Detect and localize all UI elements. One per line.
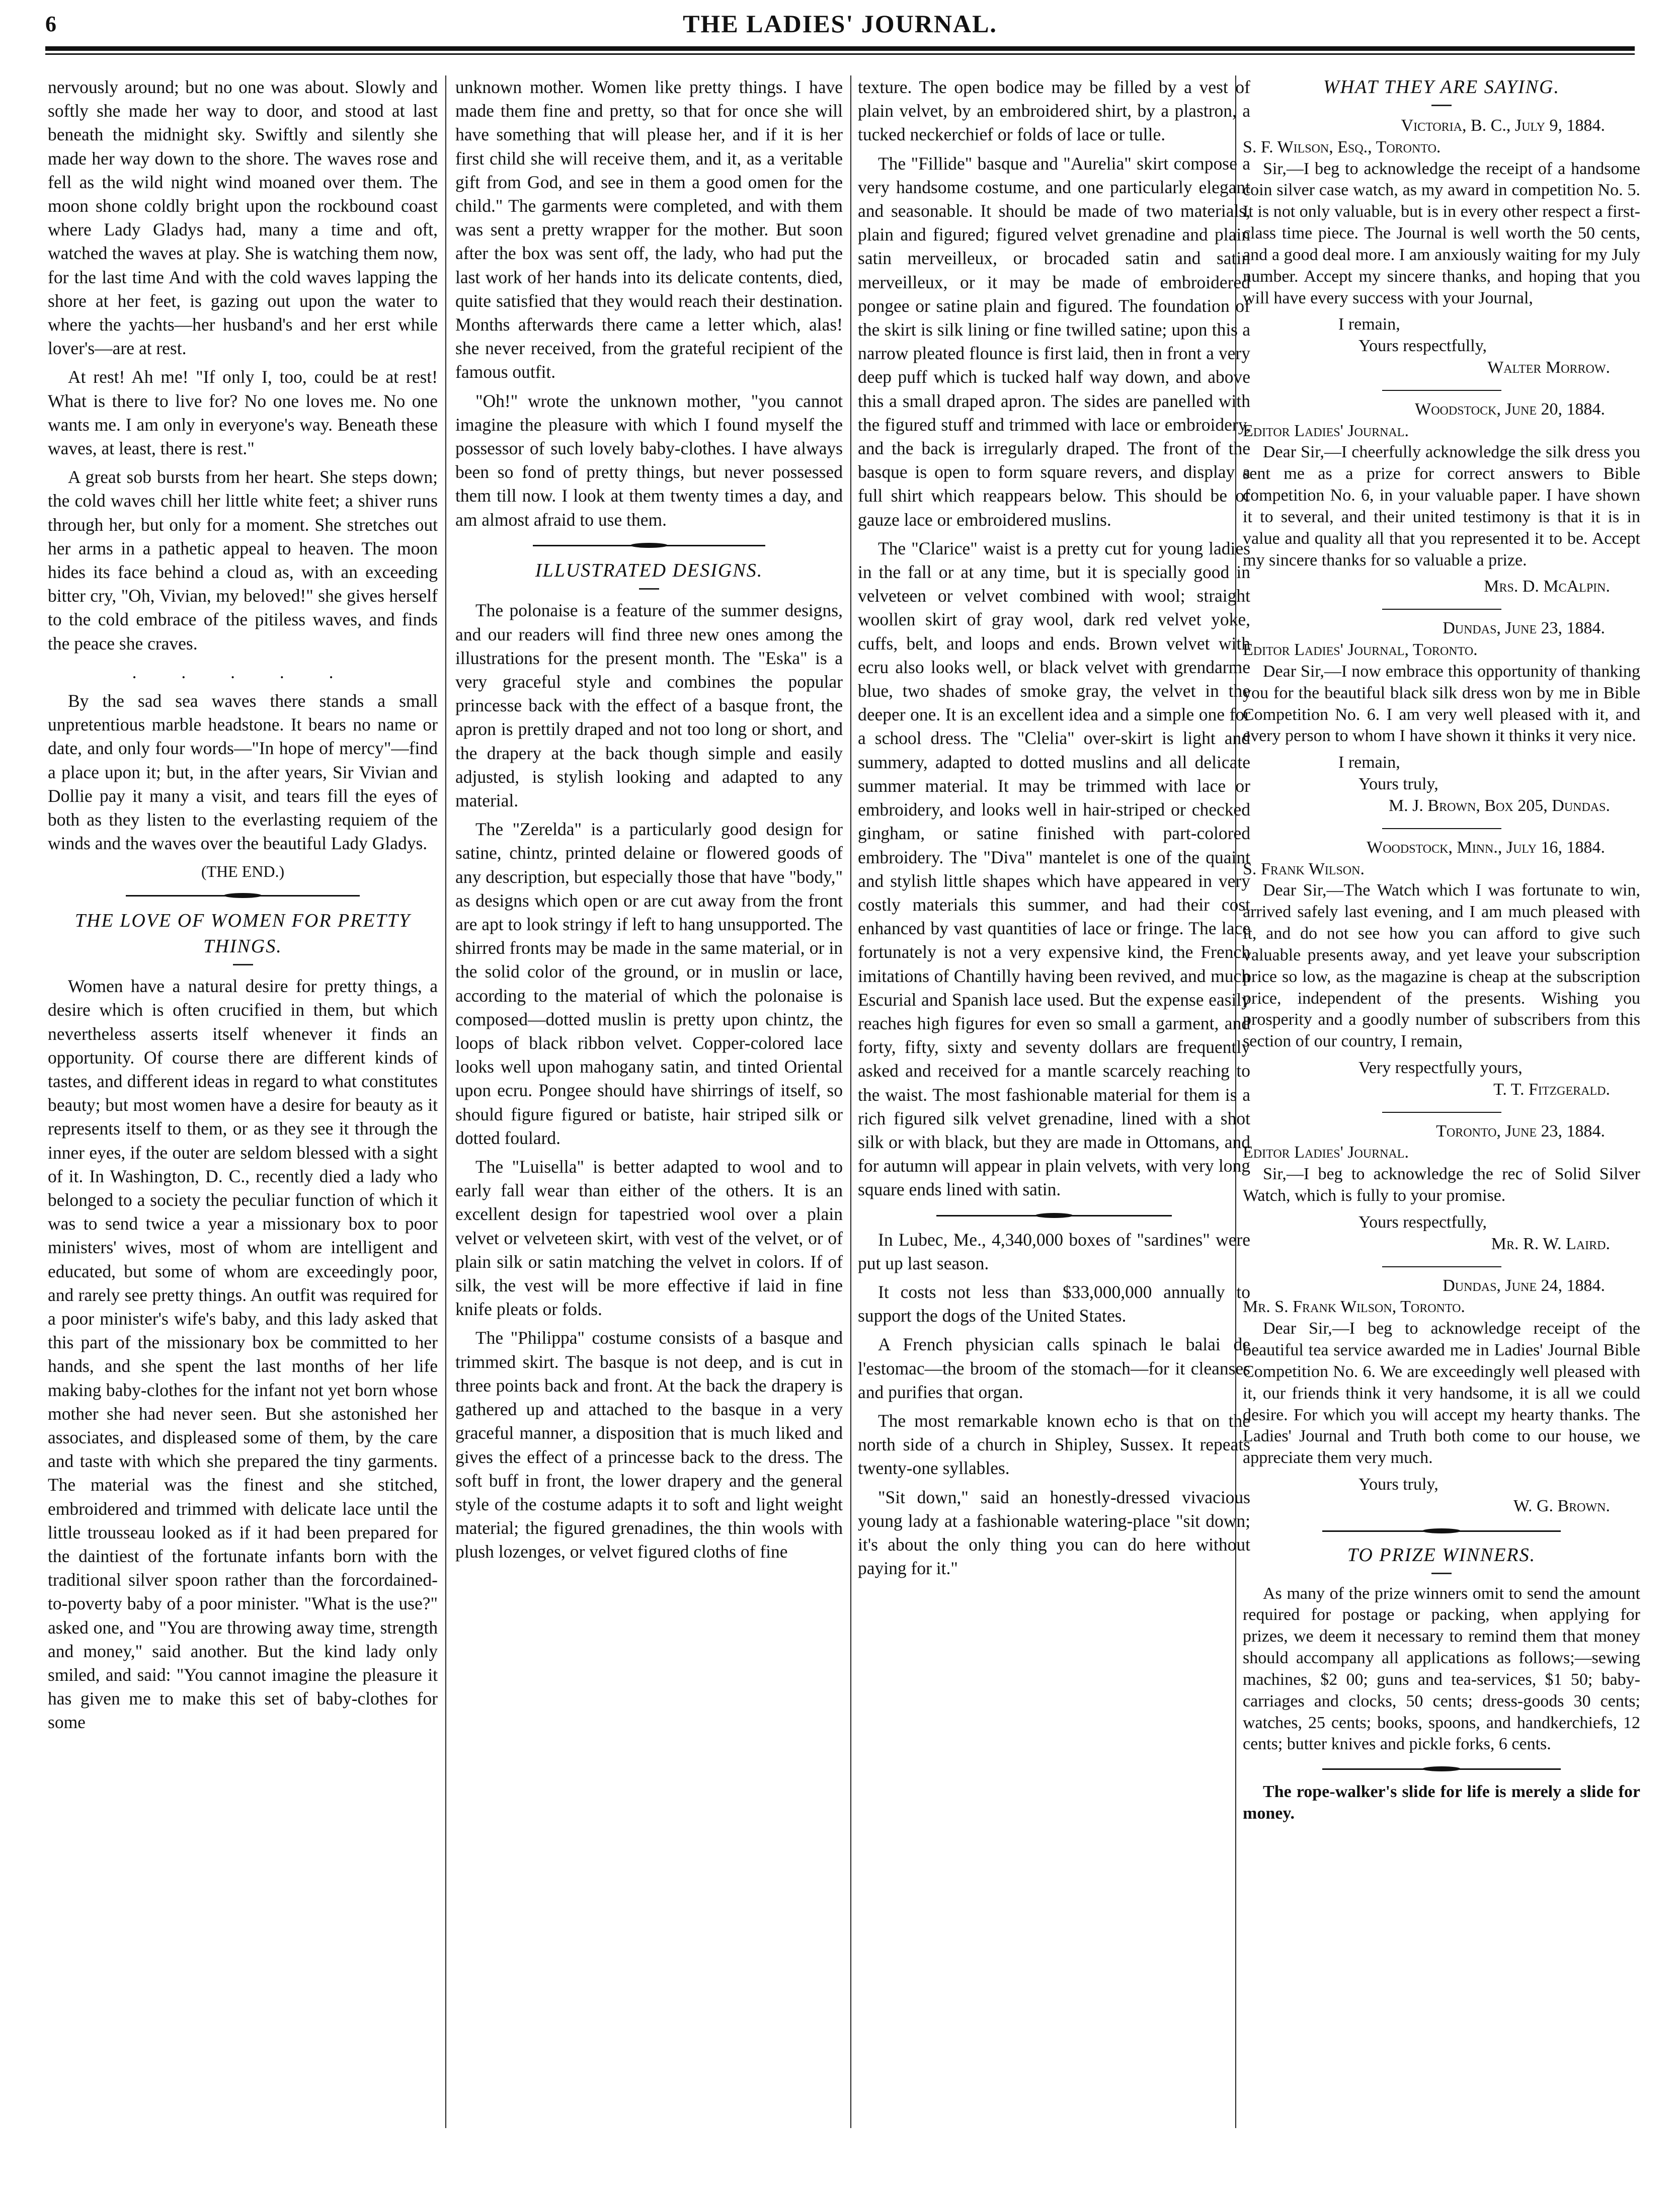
column-1	[48, 75, 438, 2128]
letter-body: Dear Sir,—I beg to acknowledge receipt of the beautiful tea service awarded me in Ladies' Journal Bible Competition No. 6. We are exceedingly well pleased with it, our friends think it very handsome, it is all we could desire. For which you will accept my hearty thanks. The Ladies' Journal and Truth both come to our house, we appreciate them very much.	[1243, 1319, 1640, 1468]
paragraph: At rest! Ah me! "If only I, too, could be at rest! What is there to live for? No one loves me. No one wants me. I am only in everyone's way. Beneath these waves, at least, there is rest."	[48, 367, 438, 459]
letter-body: Sir,—I beg to acknowledge the receipt of a handsome coin silver case watch, as my award in competition No. 5. It is not only valuable, but is in every other respect a first-class time piece. The Journal is well worth the 50 cents, and a good deal more. I am anxiously waiting for my July number. Accept my sincere thanks, and hoping that you will have every success with your Journal,	[1243, 159, 1640, 307]
paragraph: A French physician calls spinach le balai de l'estomac—the broom of the stomach—for it cleanses and purifies that organ.	[858, 1334, 1250, 1402]
letter-date: Woodstock, June 20, 1884.	[1415, 399, 1605, 419]
ornament-divider	[1322, 1528, 1561, 1533]
letter-date: Dundas, June 23, 1884.	[1443, 619, 1605, 638]
paragraph: texture. The open bodice may be filled by a vest of plain velvet, by an embroidered shirt, by a plastron, a tucked neckerchief or folds of lace or tulle.	[858, 77, 1250, 145]
letter	[1243, 837, 1640, 1101]
page-number: 6	[45, 12, 56, 36]
letter-signature: Mrs. D. McAlpin.	[1484, 577, 1610, 596]
ornament-divider	[1322, 1766, 1561, 1771]
journal-title: THE LADIES' JOURNAL.	[683, 10, 997, 38]
article-heading: WHAT THEY ARE SAYING.	[1323, 76, 1560, 98]
paragraph: The rope-walker's slide for life is merely a slide for money.	[1243, 1782, 1640, 1823]
paragraph: As many of the prize winners omit to send the amount required for postage or packing, when applying for prizes, we deem it necessary to remind them that money should accompany all applications as follows;—sewing machines, $2 00; guns and tea-services, $1 50; baby-carriages and clocks, 50 cents; dress-goods 30 cents; watches, 25 cents; books, spoons, and handkerchiefs, 12 cents; butter knives and pickle forks, 6 cents.	[1243, 1584, 1640, 1754]
letter-signature: M. J. Brown, Box 205, Dundas.	[1388, 796, 1610, 815]
letter-closing: Yours respectfully,	[1358, 1212, 1487, 1232]
ornament-divider	[936, 1213, 1172, 1218]
letter-separator	[1382, 390, 1501, 391]
paragraph: It costs not less than $33,000,000 annually to support the dogs of the United States.	[858, 1281, 1250, 1326]
letter-date: Woodstock, Minn., July 16, 1884.	[1367, 838, 1605, 857]
letter-signature: Walter Morrow.	[1487, 358, 1610, 377]
paragraph: nervously around; but no one was about. Slowly and softly she made her way to door, and stood at last beneath the midnight sky. Swiftly and silently she made her way down to the shore. The waves rose and fell as the wild night wind moaned over them. The moon shone coldly bright upon the rockbound coast where Lady Gladys had, many a time and oft, watched the waves at play. She is watching them now, for the last time And with the cold waves lapping the shore at her feet, is gazing out upon the water to where the yachts—her husband's and her erst while lover's—are at rest.	[48, 77, 438, 359]
column-4	[1243, 75, 1640, 2128]
paragraph: In Lubec, Me., 4,340,000 boxes of "sardines" were put up last season.	[858, 1229, 1250, 1273]
letter-signature: T. T. Fitzgerald.	[1493, 1080, 1610, 1099]
paragraph: "Oh!" wrote the unknown mother, "you cannot imagine the pleasure with which I found myself the possessor of such lovely baby-clothes. I have always been so fond of pretty things, but never possessed them till now. I look at them twenty times a day, and am almost afraid to use them.	[455, 390, 843, 530]
page-header	[0, 0, 1680, 60]
paragraph: The "Fillide" basque and "Aurelia" skirt compose a very handsome costume, and one particularly elegant and seasonable. It should be made of two materials, plain and figured; figured velvet grenadine and plain satin merveilleux, or brocaded satin and satin merveilleux, or it may be made of embroidered pongee or satine plain and figured. The foundation of the skirt is silk lining or fine twilled satine; upon this a narrow pleated flounce is first laid, then in front a very deep puff which is tucked half way down, and above this a small draped apron. The sides are panelled with the figured stuff and trimmed with lace or embroidery, and the back is irregularly draped. The front of the basque is open to form square revers, and display a full shirt which reappears below. This should be of gauze lace or embroidered muslins.	[858, 153, 1250, 530]
heading-dash	[233, 964, 253, 965]
letter-closing: Very respectfully yours,	[1358, 1059, 1523, 1077]
column-3	[858, 75, 1250, 2128]
letter-separator	[1382, 1266, 1501, 1267]
letter-closing: I remain,	[1338, 753, 1400, 772]
ornament-divider	[126, 893, 360, 898]
letter-separator	[1382, 828, 1501, 829]
letter-date: Toronto, June 23, 1884.	[1436, 1121, 1605, 1141]
heading-dash	[1431, 105, 1452, 106]
paragraph: The "Philippa" costume consists of a basque and trimmed skirt. The basque is not deep, and is cut in three points back and front. At the back the drapery is gathered up and attached to the basque in a very graceful manner, a disposition that is much liked and gives the effect of a princesse back to the dress. The soft buff in front, the lower drapery and the general style of the costume adapts it to soft and light weight material; the figured grenadines, the thin wools with plush lozenges, or velvet figured cloths of fine	[455, 1328, 843, 1562]
letter-closing: Yours respectfully,	[1358, 337, 1487, 356]
letter	[1243, 1121, 1640, 1255]
header-rule	[45, 46, 1635, 51]
letter-separator	[1382, 1112, 1501, 1113]
the-end-mark: (THE END.)	[201, 862, 285, 880]
letter-recipient: Mr. S. Frank Wilson, Toronto.	[1243, 1297, 1465, 1317]
section-dots: . . . . .	[132, 662, 354, 682]
letter-recipient: Editor Ladies' Journal.	[1243, 421, 1409, 440]
paragraph: unknown mother. Women like pretty things. I have made them fine and pretty, so that for once she will have something that will please her, and if it is her first child she will receive them, and it, as a veritable gift from God, and see in them a good omen for the child." The garments were completed, and with them was sent a pretty wrapper for the mother. But soon after the box was sent off, the lady, who had put the last work of her hands into its delicate contents, died, quite satisfied that they would reach their destination. Months afterwards there came a letter which, alas! she never received, from the grateful recipient of the famous outfit.	[455, 77, 843, 382]
letter-recipient: S. F. Wilson, Esq., Toronto.	[1243, 137, 1441, 156]
letter-date: Victoria, B. C., July 9, 1884.	[1401, 116, 1605, 135]
letter-closing: Yours truly,	[1358, 775, 1438, 794]
letter-body: Dear Sir,—I now embrace this opportunity of thanking you for the beautiful black silk dress won by me in Bible Competition No. 6. I am very well pleased with it, and every person to whom I have shown it thinks it very nice.	[1243, 662, 1640, 746]
letter-recipient: Editor Ladies' Journal, Toronto.	[1243, 640, 1478, 660]
letter-signature: W. G. Brown.	[1513, 1496, 1610, 1515]
column-divider	[850, 75, 851, 2128]
letter-recipient: Editor Ladies' Journal.	[1243, 1143, 1409, 1162]
header-rule-thin	[45, 53, 1635, 55]
letter-body: Dear Sir,—The Watch which I was fortunate to win, arrived safely last evening, and I am much pleased with it, and do not see how you can afford to give such valuable presents away, and yet leave your subscription price so low, as the magazine is cheap at the subscription price, independent of the presents. Wishing you prosperity and a goodly number of subscribers from this section of our country, I remain,	[1243, 881, 1640, 1051]
paragraph: "Sit down," said an honestly-dressed vivacious young lady at a fashionable watering-place "sit down; it's about the only thing you can do here without paying for it."	[858, 1487, 1250, 1579]
paragraph: The "Clarice" waist is a pretty cut for young ladies in the fall or at any time, but it is specially good in velveteen or velvet combined with wool; straight woollen skirt of gray wool, dark red velvet yoke, cuffs, belt, and loops and ends. Brown velvet with ecru also looks well, or black velvet with grendarme blue, two shades of smoke gray, the velvet in the deeper one. It is an excellent idea and a simple one for a school dress. The "Clelia" over-skirt is light and summery, adapted to dotted muslins and all delicate summer material. It may be trimmed with lace or embroidery, and looks well in hair-striped or checked gingham, or satine finished with part-colored embroidery. The "Diva" mantelet is one of the quaint and stylish little shapes which have appeared in very costly materials this summer, and had their cost enhanced by vast quantities of lace or fringe. The lace fortunately is not a very expensive kind, the French imitations of Chantilly having been revived, and much Escurial and Spanish lace used. But the expense easily reaches high figures for even so small a garment, and forty, fifty, sixty and seventy dollars are frequently asked and received for a mantle scarcely reaching to the waist. The most fashionable material for them is a rich figured silk velvet grenadine, lined with a shot silk or with black, but they are made in Ottomans, and for autumn will appear in plain velvets, with very long square ends lined with satin.	[858, 538, 1250, 1200]
letter-date: Dundas, June 24, 1884.	[1443, 1276, 1605, 1295]
letter-body: Dear Sir,—I cheerfully acknowledge the silk dress you sent me as a prize for correct answers to Bible competition No. 6, in your valuable paper. I have shown it to several, and their united testimony is that it is in value and quality all that you represented it to be. Accept my sincere thanks for so valuable a prize.	[1243, 443, 1640, 570]
paragraph: By the sad sea waves there stands a small unpretentious marble headstone. It bears no name or date, and only four words—"In hope of mercy"—find a place upon it; but, in the after years, Sir Vivian and Dollie pay it many a visit, and tears fill the eyes of both as they listen to the everlasting requiem of the winds and the waves over the beautiful Lady Gladys.	[48, 691, 438, 854]
letter	[1243, 618, 1640, 817]
paragraph: A great sob bursts from her heart. She steps down; the cold waves chill her little white feet; a shiver runs through her, but only for a moment. She stretches out her arms in a pathetic appeal to heaven. The moon hides its face behind a cloud as, with an exceeding bitter cry, "Oh, Vivian, my beloved!" she gives herself to the cold embrace of the pitiless waves, and finds the peace she craves.	[48, 467, 438, 654]
letter-body: Sir,—I beg to acknowledge the rec of Solid Silver Watch, which is fully to your promise.	[1243, 1165, 1640, 1205]
letter	[1243, 1275, 1640, 1517]
article-heading: THE LOVE OF WOMEN FOR PRETTY THINGS.	[74, 910, 411, 957]
heading-dash	[639, 588, 659, 590]
column-divider	[445, 75, 446, 2128]
letter	[1243, 399, 1640, 598]
letter	[1243, 115, 1640, 379]
paragraph: The most remarkable known echo is that on the north side of a church in Shipley, Sussex. It repeats twenty-one syllables.	[858, 1410, 1250, 1479]
letter-closing: I remain,	[1338, 315, 1400, 334]
paragraph: The polonaise is a feature of the summer designs, and our readers will find three new ones among the illustrations for the present month. The "Eska" is a very graceful style and combines the popular princesse back with the effect of a basque front, the apron is prettily draped and not too long or short, and the drapery at the back though simple and easily adjusted, is stylish looking and adapted to any material.	[455, 600, 843, 811]
heading-dash	[1431, 1573, 1452, 1574]
column-2	[455, 75, 843, 2128]
letter-signature: Mr. R. W. Laird.	[1491, 1234, 1610, 1253]
paragraph: The "Luisella" is better adapted to wool and to early fall wear than either of the others. It is an excellent design for tapestried wool over a plain velvet or velveteen skirt, with vest of the velvet, or of plain silk or satin matching the velvet in colors. If of silk, the vest will be more effective if laid in fine knife pleats or folds.	[455, 1157, 843, 1320]
paragraph: The "Zerelda" is a particularly good design for satine, chintz, printed delaine or flowered goods of any description, but especially those that have "body," as designs which open or are cut away from the front are apt to look stringy if left to hang unsupported. The shirred fronts may be made in the same material, or in the solid color of the ground, or in muslin or lace, according to the material of which the polonaise is composed—dotted muslin is pretty upon chintz, the loops of black ribbon velvet. Copper-colored lace looks well upon mahogany satin, and tinted Oriental upon ecru. Pongee should have shirrings of itself, so should figure figured or batiste, hair striped silk or dotted foulard.	[455, 819, 843, 1148]
ornament-divider	[533, 543, 765, 548]
paragraph: Women have a natural desire for pretty things, a desire which is often crucified in them, but which nevertheless asserts itself whenever it finds an opportunity. Of course there are different kinds of tastes, and different ideas in regard to what constitutes beauty; but most women have a desire for beauty as it represents itself to them, or as they see it through the inner eyes, if the outer are seldom blessed with a sight of it. In Washington, D. C., recently died a lady who belonged to a society the peculiar function of which it was to send twice a year a missionary box to poor ministers' wives, most of whom are intelligent and educated, but some of whom are exceedingly poor, and rarely see pretty things. An outfit was required for a poor minister's wife's baby, and this lady asked that this part of the missionary box be committed to her hands, and she spent the last months of her life making baby-clothes for the infant not yet born whose mother she had never seen. But she astonished her associates, and displeased some of them, by the care and taste with which she prepared the tiny garments. The material was the finest and she stitched, embroidered and trimmed with delicate lace until the little trousseau looked as if it had been prepared for the daintiest of the fortunate infants born with the traditional silver spoon rather than the forcordained-to-poverty baby of a poor minister. "What is the use?" asked one, and "You are throwing away time, strength and money," said another. But the kind lady only smiled, and said: "You cannot imagine the pleasure it has given me to make this set of baby-clothes for some	[48, 976, 438, 1733]
letter-separator	[1382, 609, 1501, 610]
article-heading: ILLUSTRATED DESIGNS.	[535, 559, 763, 581]
letter-closing: Yours truly,	[1358, 1475, 1438, 1494]
article-heading: TO PRIZE WINNERS.	[1347, 1544, 1536, 1566]
letter-recipient: S. Frank Wilson.	[1243, 859, 1365, 878]
